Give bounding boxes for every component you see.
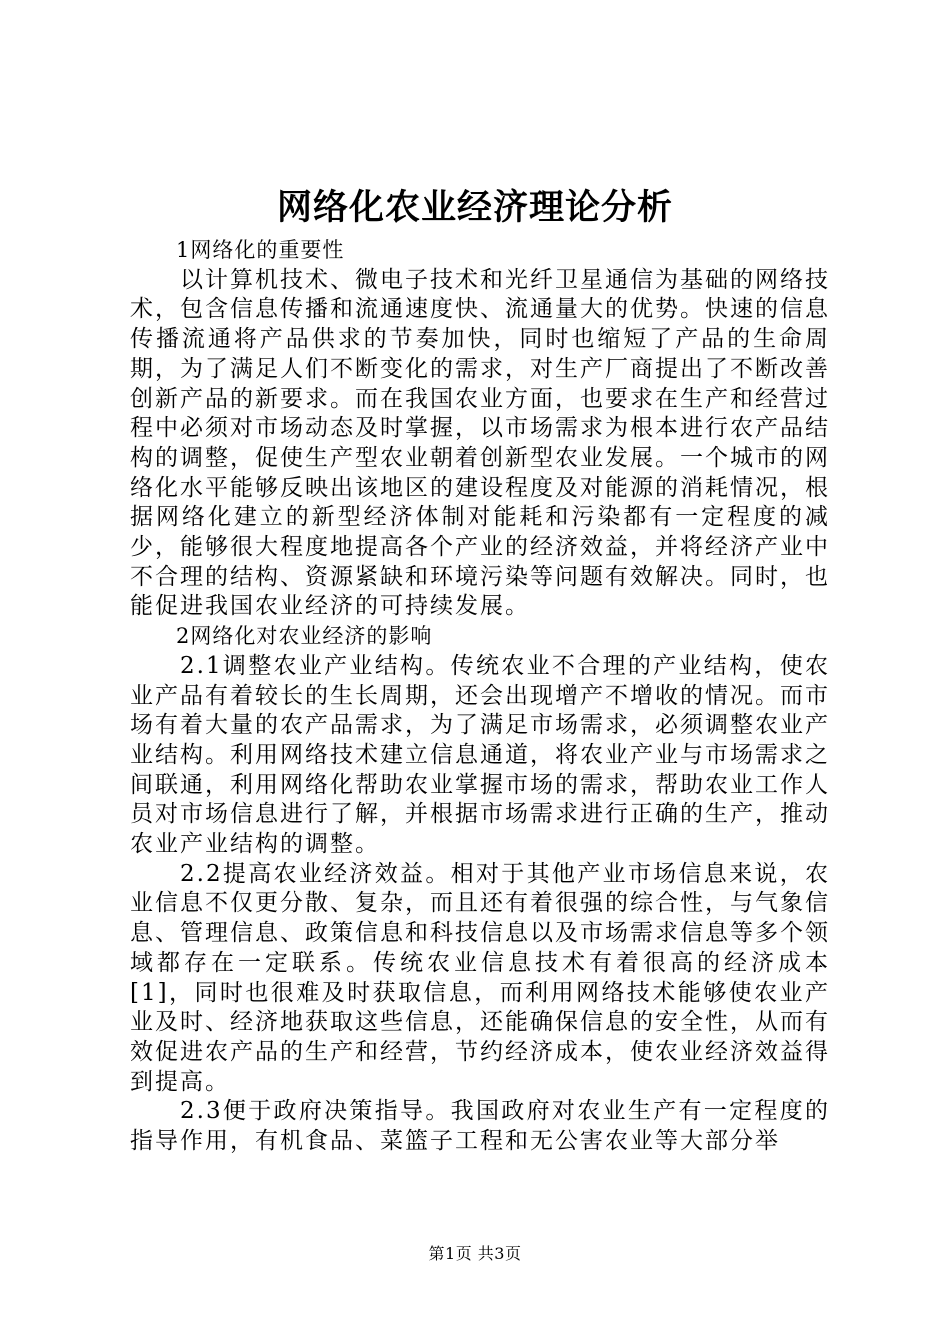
- paragraph-2-3: 2.3便于政府决策指导。我国政府对农业生产有一定程度的指导作用，有机食品、菜篮子工程和无公害农业等大部分举: [130, 1098, 830, 1155]
- document-title: 网络化农业经济理论分析: [276, 187, 673, 228]
- document-body: [130, 236, 830, 1157]
- paragraph-importance: 以计算机技术、微电子技术和光纤卫星通信为基础的网络技术，包含信息传播和流通速度快、流通量大的优势。快速的信息传播流通将产品供求的节奏加快，同时也缩短了产品的生命周期，为了满足人们不断变化的需求，对生产厂商提出了不断改善创新产品的新要求。而在我国农业方面，也要求在生产和经营过程中必须对市场动态及时掌握，以市场需求为根本进行农产品结构的调整，促使生产型农业朝着创新型农业发展。一个城市的网络化水平能够反映出该地区的建设程度及对能源的消耗情况，根据网络化建立的新型经济体制对能耗和污染都有一定程度的减少，能够很大程度地提高各个产业的经济效益，并将经济产业中不合理的结构、资源紧缺和环境污染等问题有效解决。同时，也能促进我国农业经济的可持续发展。: [130, 266, 830, 620]
- section-heading-2: 2网络化对农业经济的影响: [176, 624, 433, 649]
- page-footer: 第1页 共3页: [428, 1244, 522, 1263]
- paragraph-2-2: 2.2提高农业经济效益。相对于其他产业市场信息来说，农业信息不仅更分散、复杂，而且还有着很强的综合性，与气象信息、管理信息、政策信息和科技信息以及市场需求信息等多个领域都存在一定联系。传统农业信息技术有着很高的经济成本[1]，同时也很难及时获取信息，而利用网络技术能够使农业产业及时、经济地获取这些信息，还能确保信息的安全性，从而有效促进农产品的生产和经营，节约经济成本，使农业经济效益得到提高。: [130, 860, 830, 1095]
- section-heading-1: 1网络化的重要性: [176, 238, 345, 262]
- paragraph-2-1: 2.1调整农业产业结构。传统农业不合理的产业结构，使农业产品有着较长的生长周期，还会出现增产不增收的情况。而市场有着大量的农产品需求，为了满足市场需求，必须调整农业产业结构。利用网络技术建立信息通道，将农业产业与市场需求之间联通，利用网络化帮助农业掌握市场的需求，帮助农业工作人员对市场信息进行了解，并根据市场需求进行正确的生产，推动农业产业结构的调整。: [130, 652, 830, 858]
